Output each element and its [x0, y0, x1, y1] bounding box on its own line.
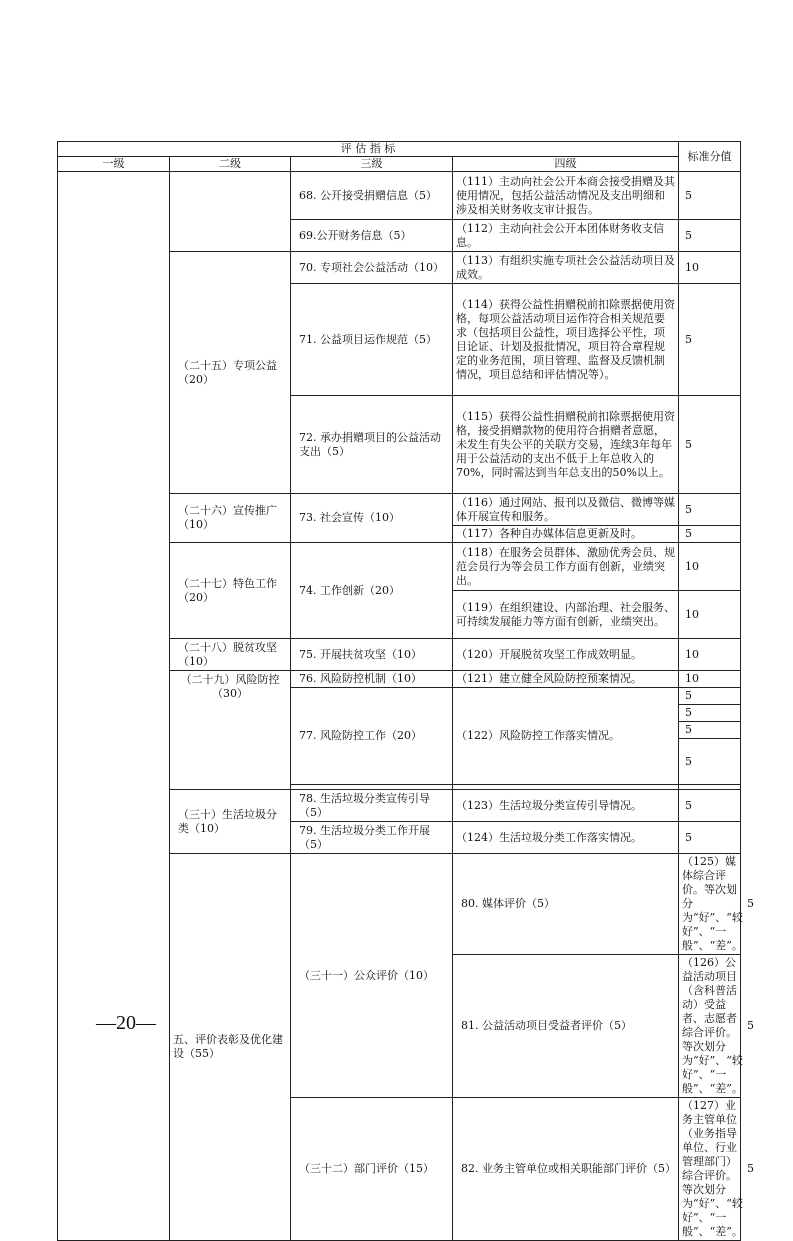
page-number: —20— [96, 1012, 156, 1034]
level4-cell: （124）生活垃圾分类工作落实情况。 [453, 822, 679, 854]
level2-cell: （二十七）特色工作（20） [170, 543, 291, 639]
level3-cell: 79. 生活垃圾分类工作开展（5） [291, 822, 453, 854]
score-cell: 5 [679, 722, 741, 739]
table-row: 五、评价表彰及优化建设（55） （三十一）公众评价（10） 80. 媒体评价（5） （125）媒体综合评价。等次划分为“好”、“较好”、“一般”、“差”。 5 [58, 854, 741, 955]
level1-cell: 五、评价表彰及优化建设（55） [170, 854, 291, 1241]
table-row [58, 172, 741, 220]
level4-cell: （120）开展脱贫攻坚工作成效明显。 [453, 639, 679, 671]
score-cell: 10 [679, 671, 741, 688]
level2-cell: （三十一）公众评价（10） [291, 854, 453, 1098]
table-row: （三十二）部门评价（15） 82. 业务主管单位或相关职能部门评价（5） （127）业务主管单位（业务指导单位、行业管理部门）综合评价。等次划分为“好”、“较好”、“一般”、“差”。 5 [58, 1098, 741, 1241]
level3-cell: 69.公开财务信息（5） [291, 220, 453, 252]
level4-cell: （117）各种自办媒体信息更新及时。 [453, 526, 679, 543]
level3-cell: 70. 专项社会公益活动（10） [291, 252, 453, 284]
score-cell: 5 [679, 284, 741, 396]
level3-cell: 71. 公益项目运作规范（5） [291, 284, 453, 396]
level4-header: 四级 [453, 157, 679, 172]
level4-cell: （118）在服务会员群体、激励优秀会员、规范会员行为等会员工作方面有创新，业绩突出。 [453, 543, 679, 591]
level3-cell: 73. 社会宣传（10） [291, 494, 453, 543]
level3-cell: 76. 风险防控机制（10） [291, 671, 453, 688]
level4-cell: （113）有组织实施专项社会公益活动项目及成效。 [453, 252, 679, 284]
level2-header: 二级 [170, 157, 291, 172]
table-row: 81. 公益活动项目受益者评价（5） （126）公益活动项目（含科普活动）受益者、志愿者综合评价。等次划分为“好”、“较好”、“一般”、“差”。 5 [58, 955, 741, 1098]
score-cell: 10 [679, 543, 741, 591]
evaluation-table [57, 141, 754, 1241]
score-cell: 5 [679, 739, 741, 785]
level4-cell: （121）建立健全风险防控预案情况。 [453, 671, 679, 688]
level2-cell: （二十八）脱贫攻坚（10） [170, 639, 291, 671]
level4-cell: （115）获得公益性捐赠税前扣除票据使用资格，接受捐赠款物的使用符合捐赠者意愿，未发生有失公平的关联方交易，连续3年每年用于公益活动的支出不低于上年总收入的70%，同时需达到当年总支出的50%以上。 [453, 396, 679, 494]
level2-cell: （二十六）宣传推广（10） [170, 494, 291, 543]
level4-cell: （127）业务主管单位（业务指导单位、行业管理部门）综合评价。等次划分为“好”、“较好”、“一般”、“差”。 [679, 1098, 741, 1241]
level1-header: 一级 [58, 157, 170, 172]
score-cell: 10 [679, 591, 741, 639]
level3-cell: 77. 风险防控工作（20） [291, 688, 453, 785]
level2-cell: （二十九）风险防控（30） [170, 671, 291, 790]
level3-cell: 81. 公益活动项目受益者评价（5） [453, 955, 679, 1098]
level4-cell: （122）风险防控工作落实情况。 [453, 688, 679, 785]
score-cell: 10 [679, 639, 741, 671]
score-cell: 10 [679, 252, 741, 284]
level4-cell: （111）主动向社会公开本商会接受捐赠及其使用情况，包括公益活动情况及支出明细和涉及相关财务收支审计报告。 [453, 172, 679, 220]
level4-cell: （125）媒体综合评价。等次划分为“好”、“较好”、“一般”、“差”。 [679, 854, 741, 955]
score-cell: 5 [679, 396, 741, 494]
level3-cell: 78. 生活垃圾分类宣传引导（5） [291, 790, 453, 822]
level3-cell: 80. 媒体评价（5） [453, 854, 679, 955]
level2-cell-empty [170, 172, 291, 252]
level4-cell: （126）公益活动项目（含科普活动）受益者、志愿者综合评价。等次划分为“好”、“较好”、“一般”、“差”。 [679, 955, 741, 1098]
score-cell: 5 [679, 688, 741, 705]
eval-indicator-header: 评 估 指 标 [58, 142, 679, 157]
score-cell: 5 [679, 526, 741, 543]
score-cell: 5 [679, 172, 741, 220]
standard-score-header: 标准分值 [679, 142, 741, 172]
level3-header: 三级 [291, 157, 453, 172]
level4-cell: （119）在组织建设、内部治理、社会服务、可持续发展能力等方面有创新，业绩突出。 [453, 591, 679, 639]
level1-cell-empty [58, 172, 170, 1241]
score-cell: 5 [679, 494, 741, 526]
level3-cell: 82. 业务主管单位或相关职能部门评价（5） [453, 1098, 679, 1241]
level3-cell: 68. 公开接受捐赠信息（5） [291, 172, 453, 220]
level3-cell: 75. 开展扶贫攻坚（10） [291, 639, 453, 671]
level4-cell: （112）主动向社会公开本团体财务收支信息。 [453, 220, 679, 252]
score-cell: 5 [679, 705, 741, 722]
level4-cell: （114）获得公益性捐赠税前扣除票据使用资格，每项公益活动项目运作符合相关规范要求（包括项目公益性，项目选择公平性，项目论证、计划及报批情况，项目符合章程规定的业务范围，项目管理、监督及反馈机制情况，项目总结和评估情况等）。 [453, 284, 679, 396]
level4-cell: （123）生活垃圾分类宣传引导情况。 [453, 790, 679, 822]
level3-cell: 74. 工作创新（20） [291, 543, 453, 639]
level2-cell: （三十二）部门评价（15） [291, 1098, 453, 1241]
score-cell: 5 [679, 790, 741, 822]
level2-cell: （三十）生活垃圾分类（10） [170, 790, 291, 854]
score-cell: 5 [679, 220, 741, 252]
level2-cell: （二十五）专项公益（20） [170, 252, 291, 494]
level3-cell: 72. 承办捐赠项目的公益活动支出（5） [291, 396, 453, 494]
level4-cell: （116）通过网站、报刊以及微信、微博等媒体开展宣传和服务。 [453, 494, 679, 526]
score-cell: 5 [679, 822, 741, 854]
